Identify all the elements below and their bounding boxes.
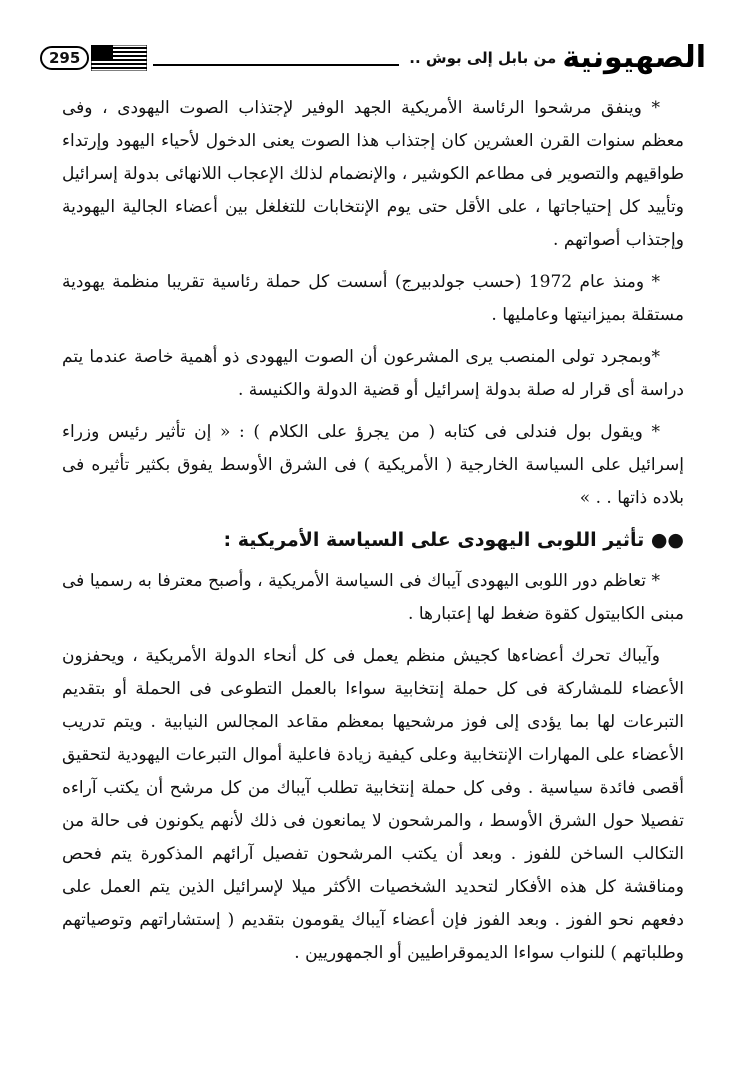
- page-body: [62, 92, 684, 979]
- page-number: 295: [40, 46, 89, 70]
- paragraph: * ويقول بول فندلى فى كتابه ( من يجرؤ على الكلام ) : « إن تأثير رئيس وزراء إسرائيل على السياسة الخارجية ( الأمريكية ) فى الشرق الأوسط يفوق بكثير تأثيره فى بلاده ذاتها . . »: [62, 422, 684, 508]
- book-title: الصهيونية: [562, 40, 706, 75]
- paragraph: وآيباك تحرك أعضاءها كجيش منظم يعمل فى كل أنحاء الدولة الأمريكية ، ويحفزون الأعضاء للمشاركة فى كل حملة إنتخابية سواءا بالعمل التطوعى فى الحملة أو بتقديم التبرعات لها بما يؤدى إلى فوز مرشحيها بمعظم مقاعد المجالس النيابية . ويتم تدريب الأعضاء على المهارات الإنتخابية وعلى كيفية زيادة فاعلية أموال التبرعات اليهودية لتحقيق أقصى فائدة سياسية . وفى كل حملة إنتخابية تطلب آيباك من كل مرشح أن يكتب آراءه تفصيلا حول الشرق الأوسط ، والمرشحون لا يمانعون فى ذلك لأنهم يكونون فى حالة من التكالب الساخن للفوز . وبعد أن يكتب المرشحون تفصيل آرائهم المذكورة يتم فحص ومناقشة كل هذه الأفكار لتحديد الشخصيات الأكثر ميلا لإسرائيل الذين يتم العمل على دفعهم نحو الفوز . وبعد الفوز فإن أعضاء آيباك يقومون بتقديم ( إستشاراتهم وتوصياتهم وطلباتهم ) للنواب سواءا الديموقراطيين أو الجمهوريين .: [62, 646, 684, 963]
- page-header: [40, 38, 706, 78]
- book-subtitle: من بابل إلى بوش ..: [409, 49, 557, 67]
- paragraph: * ومنذ عام 1972 (حسب جولدبيرج) أسست كل حملة رئاسية تقريبا منظمة يهودية مستقلة بميزانيتها وعامليها .: [62, 272, 684, 325]
- paragraph: * تعاظم دور اللوبى اليهودى آيباك فى السياسة الأمريكية ، وأصبح معترفا به رسميا فى مبنى الكابيتول كقوة ضغط لها إعتبارها .: [62, 571, 684, 624]
- paragraph: * وينفق مرشحوا الرئاسة الأمريكية الجهد الوفير لإجتذاب الصوت اليهودى ، وفى معظم سنوات القرن العشرين كان إجتذاب هذا الصوت يعنى الدخول لأحياء اليهود وإرتداء طواقيهم والتصوير فى مطاعم الكوشير ، والإنضمام لذلك الإعجاب اللانهائى بدولة إسرائيل وتأييد كل إحتياجاتها ، على الأقل حتى يوم الإنتخابات للتغلغل بين أعضاء الجالية اليهودية وإجتذاب أصواتهم .: [62, 98, 684, 250]
- paragraph: *وبمجرد تولى المنصب يرى المشرعون أن الصوت اليهودى ذو أهمية خاصة عندما يتم دراسة أى قرار له صلة بدولة إسرائيل أو قضية الدولة والكنيسة .: [62, 347, 684, 400]
- header-rule: [153, 64, 399, 66]
- us-flag-icon: [91, 45, 147, 71]
- section-heading: ●● تأثير اللوبى اليهودى على السياسة الأمريكية :: [223, 529, 684, 551]
